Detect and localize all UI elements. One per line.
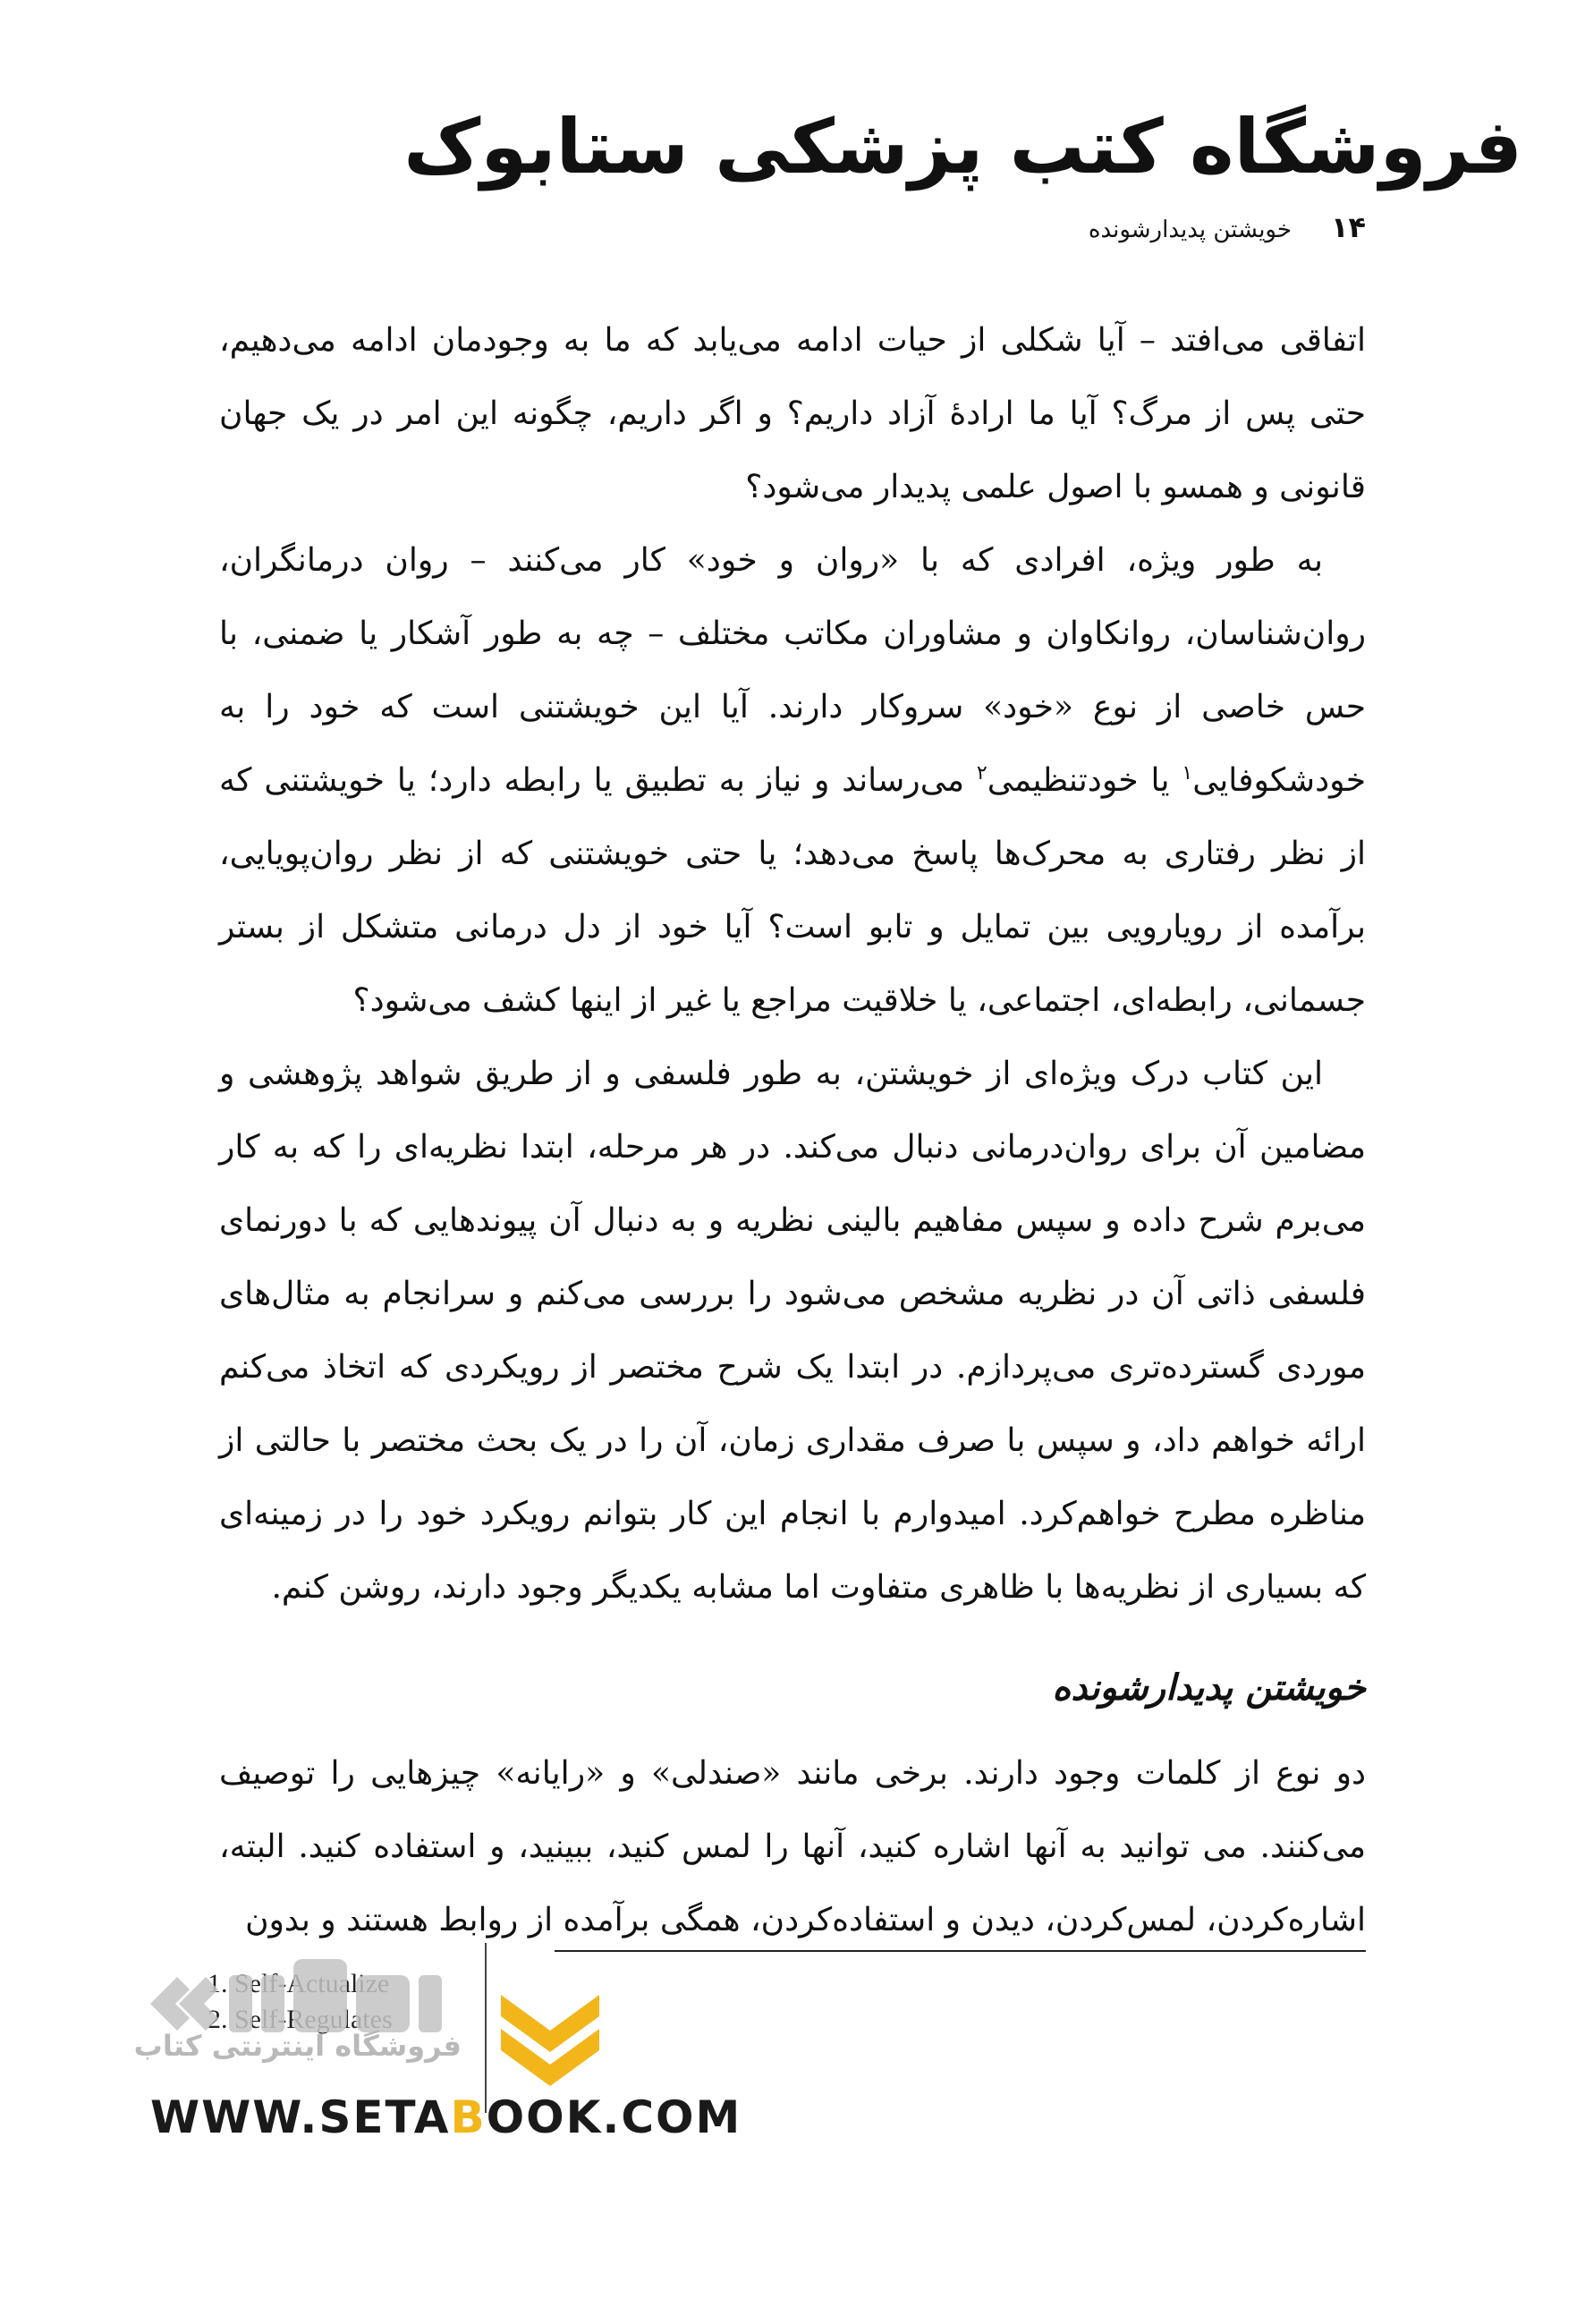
footnote-1: 1. <box>208 1969 228 1998</box>
paragraph-3: این کتاب درک ویژه‌ای از خویشتن، به طور فلسفی و از طریق شواهد پژوهشی و مضامین آن برای روان‌درمانی دنبال می‌کند. در هر مرحله، ابتدا نظریه‌ای را که به کار می‌برم شرح داده و سپس مفاهیم بالینی نظریه و به دنبال آن پیوندهایی که با دورنمای فلسفی ذاتی آن در نظریه مشخص می‌شود را بررسی می‌کنم و سرانجام به مثال‌های موردی گسترده‌تری می‌پردازم. در ابتدا یک شرح مختصر از رویکردی که اتخاذ می‌کنم ارائه خواهم داد، و سپس با صرف مقداری زمان، آن را در یک بحث مختصر با حالتی از مناظره مطرح خواهم‌کرد. امیدوارم با انجام این کار بتوانم رویکرد خود را در زمینه‌ای که بسیاری از نظریه‌ها با ظاهری متفاوت اما مشابه یکدیگر وجود دارند، روشن کنم. <box>219 1056 1366 1606</box>
chapter-title: خویشتن پدیدارشونده <box>1088 216 1292 243</box>
paragraph-2-part-1: به طور ویژه، افرادی که با «روان و خود» کار می‌کنند – روان درمانگران، روان‌شناسان، روانکاوان و مشاوران مکاتب مختلف – چه به طور آشکار یا ضمنی، با حس خاصی از نوع «خود» سروکار دارند. آیا این خویشتنی است که خود را به خودشکوفایی <box>219 542 1366 799</box>
watermark-url <box>150 2091 742 2143</box>
section-paragraph: دو نوع از کلمات وجود دارند. برخی مانند «صندلی» و «رایانه» چیزهایی را توصیف می‌کنند. می توانید به آنها اشاره کنید، آنها را لمس کنید، ببینید، و استفاده کنید. البته، اشاره‌کردن، لمس‌کردن، دیدن و استفاده‌کردن، همگی برآمده از روابط هستند و بدون <box>219 1755 1366 1938</box>
page-number: ۱۴ <box>1330 210 1366 244</box>
watermark-url-suffix: OOK.COM <box>486 2091 742 2143</box>
watermark-url-accent: B <box>450 2091 487 2143</box>
section-heading: خویشتن پدیدارشونده <box>1052 1667 1366 1709</box>
running-head <box>1089 210 1366 244</box>
main-content <box>219 304 1366 1957</box>
paragraph-2 <box>219 524 1366 1038</box>
paragraph-1: اتفاقی می‌افتد – آیا شکلی از حیات ادامه می‌یابد که ما به وجودمان ادامه می‌دهیم، حتی پس از مرگ؟ آیا ما ارادهٔ آزاد داریم؟ و اگر داریم، چگونه این امر در یک جهان قانونی و همسو با اصول علمی پدیدار می‌شود؟ <box>219 322 1366 505</box>
store-banner-title: فروشگاه کتب پزشکی ستابوک <box>403 103 1522 191</box>
watermark-tagline: فروشگاه اینترنتی کتاب <box>133 2029 462 2063</box>
paragraph-2-part-3: می‌رساند و نیاز به تطبیق یا رابطه دارد؛ یا خویشتنی که از نظر رفتاری به محرک‌ها پاسخ می‌دهد؛ یا حتی خویشتنی که از نظر روان‌پویایی، برآمده از رویارویی بین تمایل و تابو است؟ آیا خود از دل درمانی متشکل از بستر جسمانی، رابطه‌ای، اجتماعی، یا خلاقیت مراجع یا غیر از اینها کشف می‌شود؟ <box>219 762 1366 1019</box>
footnote-2: 2. <box>208 2005 228 2034</box>
paragraph-2-part-2: یا خودتنظیمی <box>987 762 1170 799</box>
watermark-divider <box>485 1943 487 2113</box>
footnote-ref-2[interactable]: ۲ <box>976 762 987 785</box>
footnote-ref-1[interactable]: ۱ <box>1182 762 1193 785</box>
watermark-url-prefix: WWW.SETA <box>150 2091 451 2143</box>
